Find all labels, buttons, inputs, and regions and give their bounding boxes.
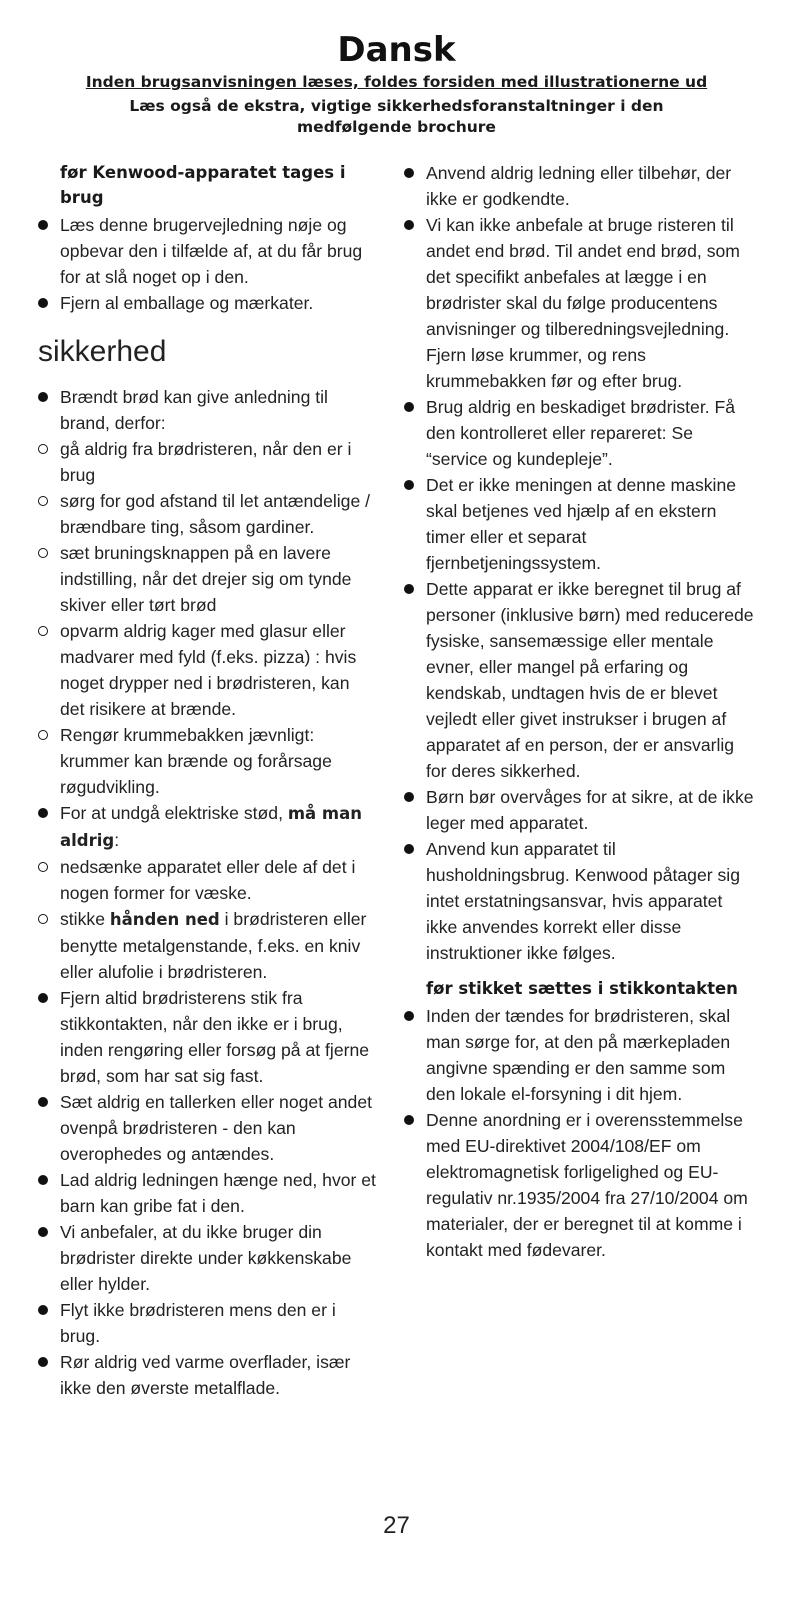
bullet-icon	[404, 1011, 414, 1021]
bullet-icon	[404, 792, 414, 802]
list-item	[404, 576, 754, 784]
item-text: Fjern altid brødristerens stik fra stikkontakten, når den ikke er i brug, inden rengøring eller forsøg på at fjerne brød, som har sat sig fast.	[60, 988, 370, 1086]
circle-bullet-icon	[38, 496, 48, 506]
list-item	[38, 985, 378, 1089]
list-item	[38, 1219, 378, 1297]
item-text: Børn bør overvåges for at sikre, at de ikke leger med apparatet.	[426, 787, 754, 833]
item-text: Læs denne brugervejledning nøje og opbevar den i tilfælde af, at du får brug for at slå noget op i den.	[60, 215, 363, 287]
bullet-icon	[404, 220, 414, 230]
list-item	[404, 836, 754, 966]
item-text: Lad aldrig ledningen hænge ned, hvor et barn kan gribe fat i den.	[60, 1170, 376, 1216]
bullet-icon	[38, 1097, 48, 1107]
list-item	[38, 1349, 378, 1401]
bullet-icon	[404, 480, 414, 490]
item-text: Vi kan ikke anbefale at bruge risteren til andet end brød. Til andet end brød, som det specifikt anbefales at lægge i en brødrister skal du følge producentens anvisninger og tilberedningsvejledning. Fjern løse krummer, og rens krummebakken før og efter brug.	[426, 215, 740, 391]
item-text: For at undgå elektriske stød,	[60, 803, 288, 823]
list-item	[38, 212, 378, 290]
list-item	[38, 1167, 378, 1219]
page-title: Dansk	[337, 30, 456, 70]
item-text: Dette apparat er ikke beregnet til brug af personer (inklusive børn) med reducerede fysiske, sansemæssige eller mentale evner, eller mangel på erfaring og kendskab, undtagen hvis de er blevet vejledt eller givet instrukser i brugen af apparatet af en person, der er ansvarlig for deres sikkerhed.	[426, 579, 754, 781]
brochure-notice: Læs også de ekstra, vigtige sikkerhedsforanstaltninger i den medfølgende brochure	[129, 97, 664, 136]
spacer	[404, 966, 754, 976]
list-item	[404, 160, 754, 212]
emphasis-text: må man aldrig	[60, 804, 362, 850]
item-text: stikke	[60, 909, 110, 929]
list-item	[38, 488, 378, 540]
list-item	[38, 800, 378, 854]
safety-list	[38, 384, 378, 1401]
item-text: Inden der tændes for brødristeren, skal man sørge for, at den på mærkepladen angivne spænding er den samme som den lokale el-forsyning i dit hjem.	[426, 1006, 731, 1104]
item-text: Anvend aldrig ledning eller tilbehør, der ikke er godkendte.	[426, 163, 732, 209]
bullet-icon	[404, 1115, 414, 1125]
circle-bullet-icon	[38, 730, 48, 740]
item-text: Brændt brød kan give anledning til brand, derfor:	[60, 387, 328, 433]
item-text: Flyt ikke brødristeren mens den er i brug.	[60, 1300, 336, 1346]
right-column	[404, 160, 754, 1263]
item-text: Det er ikke meningen at denne maskine skal betjenes ved hjælp af en ekstern timer eller et separat fjernbetjeningssystem.	[426, 475, 737, 573]
bullet-icon	[38, 1305, 48, 1315]
circle-bullet-icon	[38, 548, 48, 558]
item-text: Sæt aldrig en tallerken eller noget andet ovenpå brødristeren - den kan overophedes og antændes.	[60, 1092, 372, 1164]
list-item	[38, 540, 378, 618]
item-text: gå aldrig fra brødristeren, når den er i brug	[60, 439, 352, 485]
bullet-icon	[38, 1175, 48, 1185]
safety-heading: sikkerhed	[38, 335, 167, 368]
item-text: opvarm aldrig kager med glasur eller madvarer med fyld (f.eks. pizza) : hvis noget drypper ned i brødristeren, kan det risikere at brænde.	[60, 621, 357, 719]
intro-list	[38, 212, 378, 316]
list-item	[38, 722, 378, 800]
bullet-icon	[404, 584, 414, 594]
plug-list	[404, 1003, 754, 1263]
list-item	[38, 436, 378, 488]
list-item	[404, 1003, 754, 1107]
list-item	[38, 854, 378, 906]
page-number: 27	[383, 1512, 410, 1539]
list-item	[404, 472, 754, 576]
item-text: sæt bruningsknappen på en lavere indstilling, når det drejer sig om tynde skiver eller tørt brød	[60, 543, 352, 615]
bullet-icon	[38, 993, 48, 1003]
bullet-icon	[38, 808, 48, 818]
before-plugging-heading: før stikket sættes i stikkontakten	[426, 979, 738, 998]
item-text: nedsænke apparatet eller dele af det i nogen former for væske.	[60, 857, 356, 903]
item-text: sørg for god afstand til let antændelige / brændbare ting, såsom gardiner.	[60, 491, 371, 537]
list-item	[404, 784, 754, 836]
list-item	[404, 394, 754, 472]
bullet-icon	[404, 402, 414, 412]
item-text: i brødristeren eller benytte metalgenstande, f.eks. en kniv eller alufolie i brødristeren.	[60, 909, 367, 982]
bullet-icon	[404, 168, 414, 178]
list-item	[38, 1297, 378, 1349]
item-text: Anvend kun apparatet til husholdningsbrug. Kenwood påtager sig intet erstatningsansvar, hvis apparatet ikke anvendes korrekt eller disse instruktioner ikke følges.	[426, 839, 740, 963]
item-text: Fjern al emballage og mærkater.	[60, 293, 314, 313]
left-column	[38, 160, 378, 1401]
item-text: Denne anordning er i overensstemmelse med EU-direktivet 2004/108/EF om elektromagnetisk forligelighed og EU-regulativ nr.1935/2004 fra 27/10/2004 om materialer, der er beregnet til at komme i kontakt med fødevarer.	[426, 1110, 748, 1260]
emphasis-text: hånden ned	[109, 910, 220, 929]
bullet-icon	[38, 298, 48, 308]
item-text: Rengør krummebakken jævnligt: krummer kan brænde og forårsage røgudvikling.	[60, 725, 332, 797]
before-use-heading: før Kenwood-apparatet tages i brug	[60, 163, 346, 207]
bullet-icon	[38, 392, 48, 402]
bullet-icon	[38, 1227, 48, 1237]
circle-bullet-icon	[38, 914, 48, 924]
list-item	[38, 1089, 378, 1167]
list-item	[404, 212, 754, 394]
item-text: :	[114, 830, 120, 850]
circle-bullet-icon	[38, 444, 48, 454]
page-header	[0, 30, 793, 138]
circle-bullet-icon	[38, 862, 48, 872]
list-item	[38, 906, 378, 985]
bullet-icon	[38, 220, 48, 230]
bullet-icon	[404, 844, 414, 854]
circle-bullet-icon	[38, 626, 48, 636]
list-item	[38, 384, 378, 436]
list-item	[38, 290, 378, 316]
bullet-icon	[38, 1357, 48, 1367]
item-text: Brug aldrig en beskadiget brødrister. Få den kontrolleret eller repareret: Se “service og kundepleje”.	[426, 397, 736, 469]
safety-list-continued	[404, 160, 754, 966]
list-item	[38, 618, 378, 722]
fold-instruction: Inden brugsanvisningen læses, foldes forsiden med illustrationerne ud	[85, 73, 708, 91]
item-text: Vi anbefaler, at du ikke bruger din brødrister direkte under køkkenskabe eller hylder.	[60, 1222, 352, 1294]
list-item	[404, 1107, 754, 1263]
item-text: Rør aldrig ved varme overflader, især ikke den øverste metalflade.	[60, 1352, 351, 1398]
